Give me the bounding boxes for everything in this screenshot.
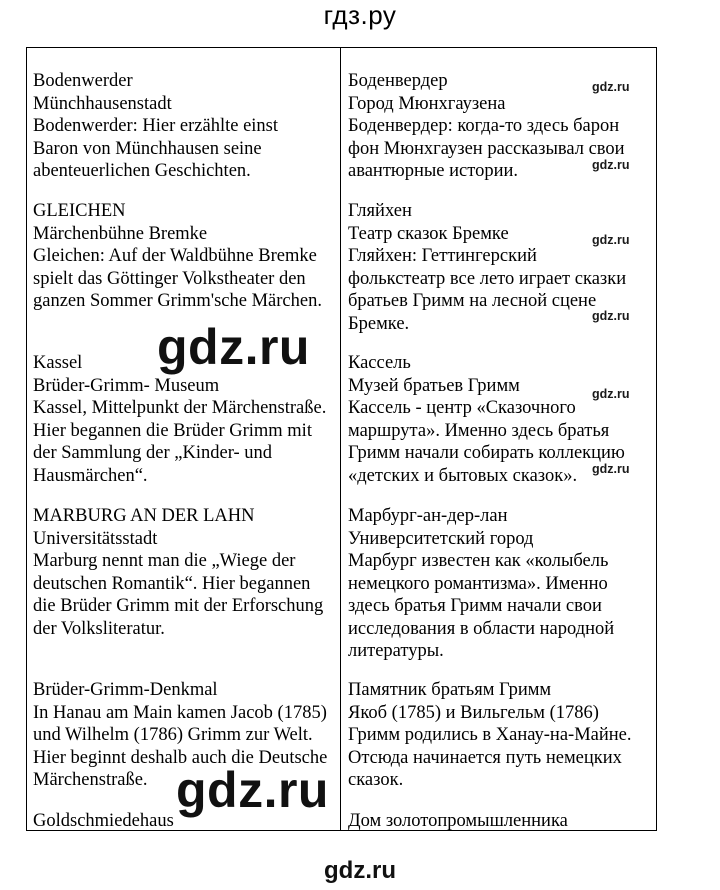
ru-line: немецкого романтизма». Именно bbox=[348, 573, 608, 594]
entry-ru-kassel bbox=[348, 352, 625, 487]
ru-line: Марбург-ан-дер-лан bbox=[348, 506, 508, 526]
de-line: Hausmärchen“. bbox=[33, 465, 148, 486]
de-line: Marburg nennt man die „Wiege der bbox=[33, 551, 296, 571]
ru-line: братьев Гримм на лесной сцене bbox=[348, 291, 597, 311]
de-line: deutschen Romantik“. Hier begannen bbox=[33, 573, 311, 594]
de-line: Märchenbühne Bremke bbox=[33, 223, 208, 244]
de-line: Baron von Münchhausen seine bbox=[33, 138, 262, 159]
ru-line: Гримм начали собирать коллекцию bbox=[348, 443, 625, 463]
site-header-title: гдз.ру bbox=[323, 0, 397, 30]
ru-line: Памятник братьям Гримм bbox=[348, 680, 552, 700]
de-line: und Wilhelm (1786) Grimm zur Welt. bbox=[33, 725, 313, 745]
de-line: Kassel bbox=[33, 353, 83, 373]
entry-de-bodenwerder bbox=[33, 70, 278, 183]
entry-ru-gleichen bbox=[348, 200, 626, 335]
watermark-small: gdz.ru bbox=[592, 158, 630, 172]
de-line: Bodenwerder bbox=[33, 71, 133, 91]
entry-ru-denkmal bbox=[348, 679, 632, 792]
de-line: Goldschmiedehaus bbox=[33, 811, 174, 831]
ru-line: литературы. bbox=[348, 641, 444, 661]
de-line: Brüder-Grimm- Museum bbox=[33, 375, 220, 396]
watermark-small: gdz.ru bbox=[592, 309, 630, 323]
ru-line: фон Мюнхгаузен рассказывал свои bbox=[348, 138, 625, 159]
entry-de-marburg bbox=[33, 505, 323, 640]
de-line: Brüder-Grimm-Denkmal bbox=[33, 680, 218, 700]
ru-line: здесь братья Гримм начали свои bbox=[348, 596, 602, 616]
ru-line: исследования в области народной bbox=[348, 618, 615, 639]
ru-line: Боденвердер bbox=[348, 71, 448, 91]
entry-ru-bodenwerder bbox=[348, 70, 625, 183]
entry-de-goldschmiedehaus bbox=[33, 810, 174, 833]
watermark-small: gdz.ru bbox=[592, 462, 630, 476]
ru-line: Гримм родились в Ханау-на-Майне. bbox=[348, 725, 632, 745]
ru-line: Бремке. bbox=[348, 313, 410, 334]
watermark-small: gdz.ru bbox=[592, 387, 630, 401]
ru-line: Марбург известен как «колыбель bbox=[348, 551, 609, 571]
de-line: der Sammlung der „Kinder- und bbox=[33, 443, 273, 463]
ru-line: маршрута». Именно здесь братья bbox=[348, 420, 610, 441]
entry-ru-goldschmiedehaus bbox=[348, 810, 568, 833]
de-line: Münchhausenstadt bbox=[33, 93, 172, 114]
watermark-big: gdz.ru bbox=[176, 762, 329, 818]
de-line: Kassel, Mittelpunkt der Märchenstraße. bbox=[33, 398, 327, 418]
ru-line: Дом золотопромышленника bbox=[348, 811, 568, 831]
ru-line: Музей братьев Гримм bbox=[348, 375, 520, 396]
ru-line: Университетский город bbox=[348, 528, 534, 549]
de-line: ganzen Sommer Grimm'sche Märchen. bbox=[33, 291, 322, 311]
de-line: Gleichen: Auf der Waldbühne Bremke bbox=[33, 246, 317, 266]
ru-line: Гляйхен: Геттингерский bbox=[348, 246, 537, 266]
column-divider bbox=[340, 47, 341, 831]
entry-de-gleichen bbox=[33, 200, 322, 313]
de-line: spielt das Göttinger Volkstheater den bbox=[33, 268, 306, 289]
de-line: In Hanau am Main kamen Jacob (1785) bbox=[33, 702, 327, 723]
ru-line: Гляйхен bbox=[348, 201, 412, 221]
de-line: Märchenstraße. bbox=[33, 770, 148, 790]
ru-line: фолькстеатр все лето играет сказки bbox=[348, 268, 627, 289]
watermark-big: gdz.ru bbox=[157, 319, 310, 375]
site-footer-title: gdz.ru bbox=[324, 857, 396, 884]
de-line: Universitätsstadt bbox=[33, 528, 158, 549]
ru-line: Кассель - центр «Сказочного bbox=[348, 398, 576, 418]
de-line: Bodenwerder: Hier erzählte einst bbox=[33, 116, 279, 136]
de-line: der Volksliteratur. bbox=[33, 618, 165, 639]
de-line: MARBURG AN DER LAHN bbox=[33, 506, 255, 526]
ru-line: сказок. bbox=[348, 770, 404, 790]
ru-line: Якоб (1785) и Вильгельм (1786) bbox=[348, 702, 599, 723]
ru-line: Отсюда начинается путь немецких bbox=[348, 747, 622, 768]
ru-line: Кассель bbox=[348, 353, 411, 373]
ru-line: Театр сказок Бремке bbox=[348, 223, 509, 244]
watermark-small: gdz.ru bbox=[592, 80, 630, 94]
de-line: GLEICHEN bbox=[33, 201, 126, 221]
de-line: abenteuerlichen Geschichten. bbox=[33, 161, 251, 181]
watermark-small: gdz.ru bbox=[592, 233, 630, 247]
ru-line: Город Мюнхгаузена bbox=[348, 93, 506, 114]
de-line: Hier beginnt deshalb auch die Deutsche bbox=[33, 747, 328, 768]
entry-ru-marburg bbox=[348, 505, 614, 663]
de-line: Hier begannen die Brüder Grimm mit bbox=[33, 420, 312, 441]
ru-line: Боденвердер: когда-то здесь барон bbox=[348, 116, 620, 136]
ru-line: «детских и бытовых сказок». bbox=[348, 465, 578, 486]
ru-line: авантюрные истории. bbox=[348, 161, 519, 181]
de-line: die Brüder Grimm mit der Erforschung bbox=[33, 596, 324, 616]
